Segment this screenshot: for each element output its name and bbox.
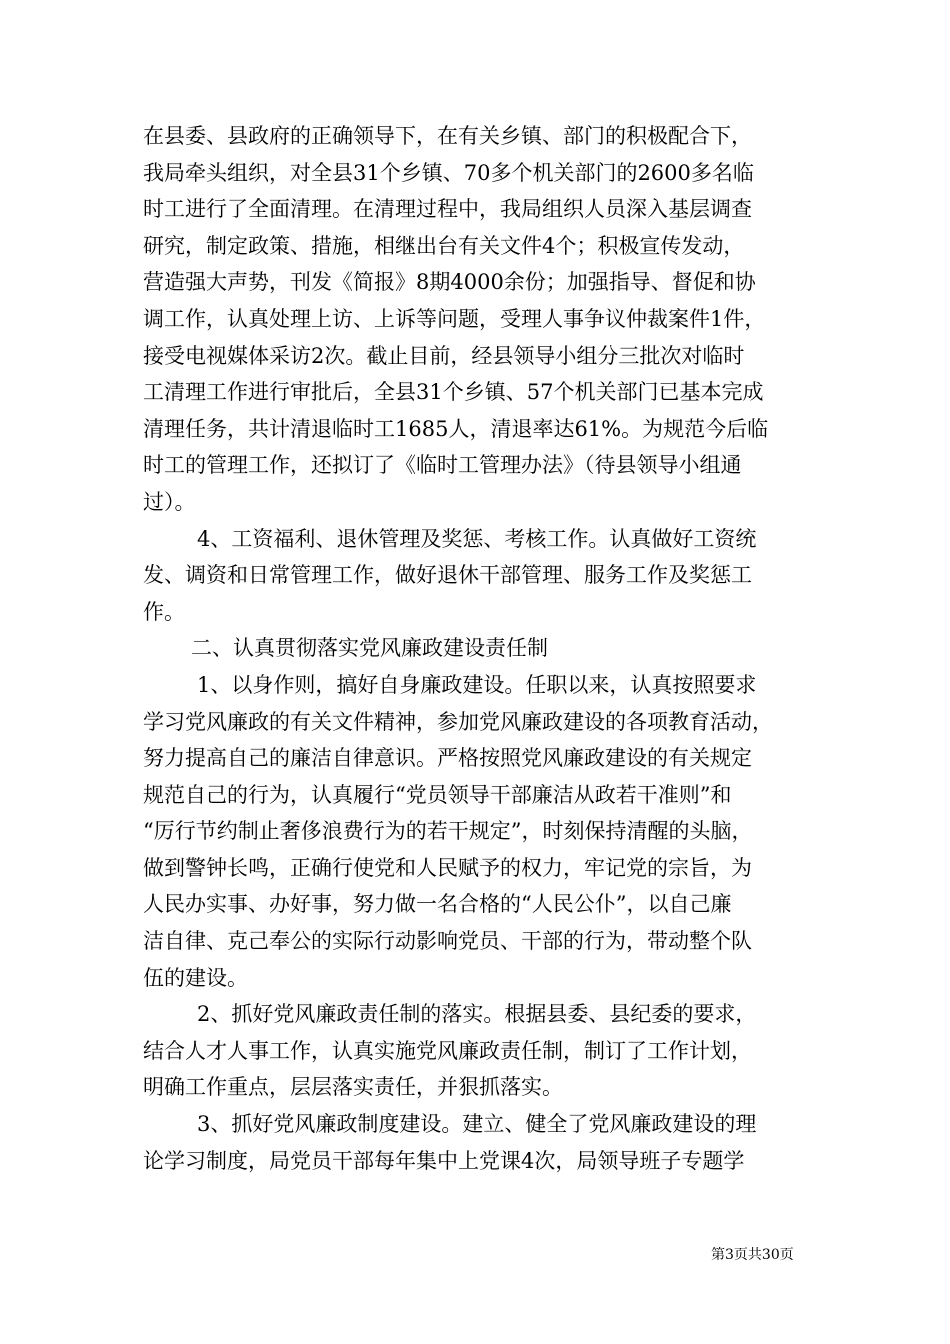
- text-line: 二、认真贯彻落实党风廉政建设责任制: [191, 636, 548, 661]
- text-line: 工清理工作进行审批后，全县31个乡镇、57个机关部门已基本完成: [143, 380, 764, 405]
- text-line: 清理任务，共计清退临时工1685人，清退率达61%。为规范今后临: [143, 416, 769, 441]
- page-number: 第3页共30页: [711, 1247, 794, 1263]
- text-line: 1、以身作则，搞好自身廉政建设。任职以来，认真按照要求: [197, 672, 757, 697]
- text-line: “厉行节约制止奢侈浪费行为的若干规定”，时刻保持清醒的头脑，: [143, 819, 753, 844]
- text-line: 接受电视媒体采访2次。截止目前，经县领导小组分三批次对临时: [143, 343, 745, 368]
- text-line: 人民办实事、办好事，努力做一名合格的“人民公仆”，以自己廉: [143, 892, 732, 917]
- text-line: 做到警钟长鸣，正确行使党和人民赋予的权力，牢记党的宗旨，为: [143, 855, 752, 880]
- text-line: 调工作，认真处理上访、上诉等问题，受理人事争议仲裁案件1件，: [143, 306, 766, 331]
- text-line: 学习党风廉政的有关文件精神，参加党风廉政建设的各项教育活动，: [143, 709, 773, 734]
- text-line: 营造强大声势，刊发《简报》8期4000余份；加强指导、督促和协: [143, 270, 756, 295]
- text-line: 时工进行了全面清理。在清理过程中，我局组织人员深入基层调查: [143, 197, 752, 222]
- text-line: 伍的建设。: [143, 965, 248, 990]
- text-line: 作。: [143, 599, 185, 624]
- text-line: 我局牵头组织，对全县31个乡镇、70多个机关部门的2600多名临: [143, 160, 754, 185]
- text-line: 3、抓好党风廉政制度建设。建立、健全了党风廉政建设的理: [197, 1112, 757, 1137]
- document-body: [143, 118, 823, 1179]
- text-line: 研究，制定政策、措施，相继出台有关文件4个；积极宣传发动，: [143, 233, 745, 258]
- text-line: 结合人才人事工作，认真实施党风廉政责任制，制订了工作计划，: [143, 1038, 752, 1063]
- text-line: 明确工作重点，层层落实责任，并狠抓落实。: [143, 1075, 563, 1100]
- text-line: 洁自律、克己奉公的实际行动影响党员、干部的行为，带动整个队: [143, 929, 752, 954]
- text-line: 在县委、县政府的正确领导下，在有关乡镇、部门的积极配合下，: [143, 124, 752, 148]
- text-line: 2、抓好党风廉政责任制的落实。根据县委、县纪委的要求，: [197, 1002, 757, 1027]
- text-line: 发、调资和日常管理工作，做好退休干部管理、服务工作及奖惩工: [143, 563, 752, 588]
- text-line: 规范自己的行为，认真履行“党员领导干部廉洁从政若干准则”和: [143, 782, 732, 807]
- text-line: 努力提高自己的廉洁自律意识。严格按照党风廉政建设的有关规定: [143, 746, 752, 771]
- text-line: 4、工资福利、退休管理及奖惩、考核工作。认真做好工资统: [197, 526, 757, 551]
- text-line: 过）。: [143, 489, 196, 514]
- text-line: 论学习制度，局党员干部每年集中上党课4次，局领导班子专题学: [143, 1148, 745, 1173]
- text-line: 时工的管理工作，还拟订了《临时工管理办法》（待县领导小组通: [143, 453, 742, 478]
